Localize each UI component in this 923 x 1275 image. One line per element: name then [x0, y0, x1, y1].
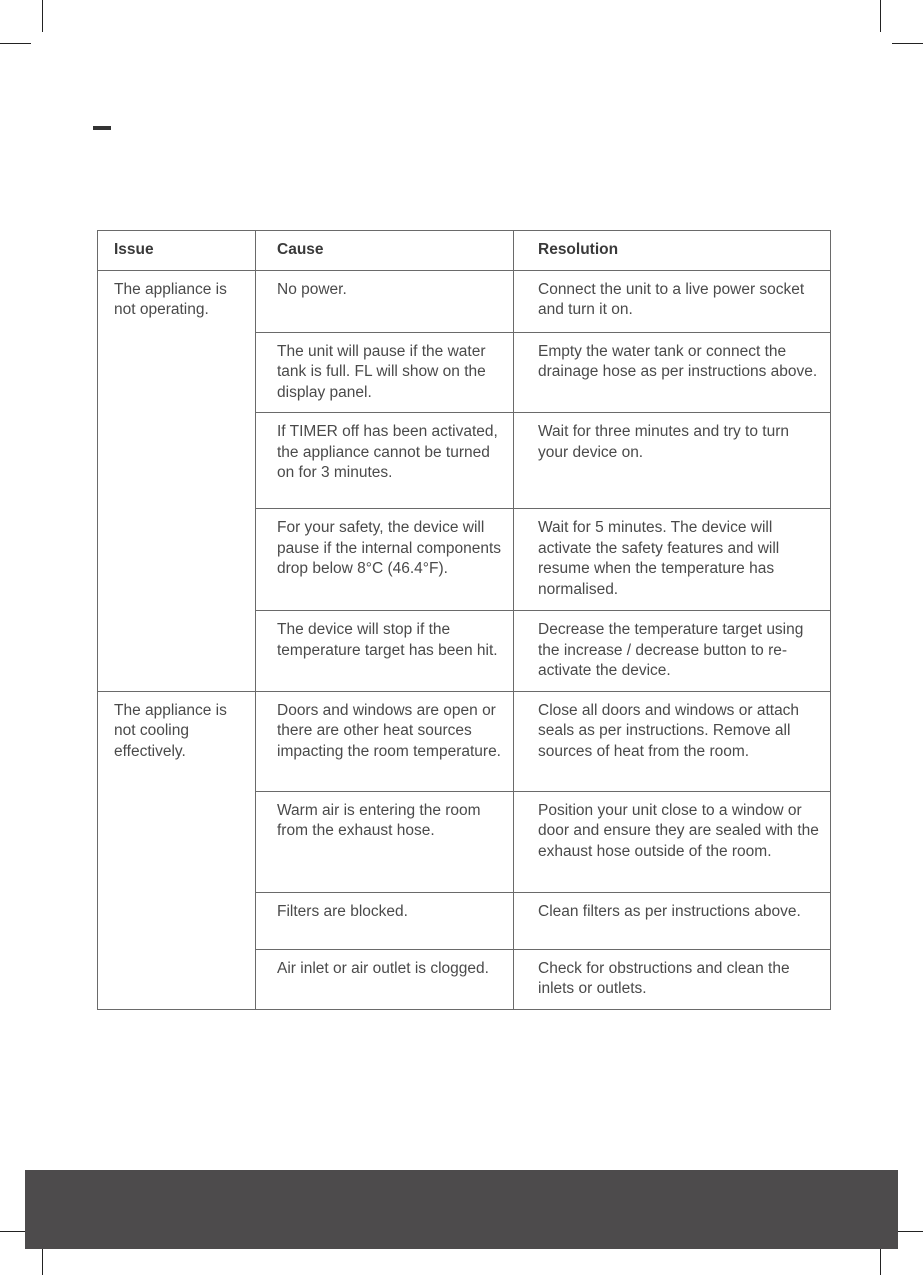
- cause-cell: Warm air is entering the room from the exhaust hose.: [256, 791, 514, 892]
- header-cause: Cause: [256, 231, 514, 271]
- cause-cell: The unit will pause if the water tank is full. FL will show on the display panel.: [256, 332, 514, 413]
- cause-cell: Air inlet or air outlet is clogged.: [256, 949, 514, 1009]
- resolution-cell: Position your unit close to a window or door and ensure they are sealed with the exhaust hose outside of the room.: [514, 791, 831, 892]
- cause-cell: Filters are blocked.: [256, 892, 514, 949]
- resolution-cell: Empty the water tank or connect the drainage hose as per instructions above.: [514, 332, 831, 413]
- crop-mark-top-right-horizontal: [892, 43, 923, 44]
- heading-dash: [93, 126, 111, 130]
- table-row: [98, 691, 831, 791]
- resolution-cell: Wait for three minutes and try to turn your device on.: [514, 413, 831, 509]
- cause-cell: For your safety, the device will pause if the internal components drop below 8°C (46.4°F).: [256, 509, 514, 611]
- header-issue: Issue: [98, 231, 256, 271]
- resolution-cell: Clean filters as per instructions above.: [514, 892, 831, 949]
- resolution-cell: Decrease the temperature target using the increase / decrease button to re-activate the device.: [514, 611, 831, 692]
- resolution-cell: Connect the unit to a live power socket and turn it on.: [514, 270, 831, 332]
- issue-cell: The appliance is not operating.: [98, 270, 256, 691]
- cause-cell: Doors and windows are open or there are other heat sources impacting the room temperature.: [256, 691, 514, 791]
- troubleshooting-table: [97, 230, 831, 1010]
- table-header-row: [98, 231, 831, 271]
- crop-mark-top-right-vertical: [880, 0, 881, 32]
- header-resolution: Resolution: [514, 231, 831, 271]
- resolution-cell: Wait for 5 minutes. The device will activate the safety features and will resume when the temperature has normalised.: [514, 509, 831, 611]
- crop-mark-top-left-vertical: [42, 0, 43, 32]
- cause-cell: No power.: [256, 270, 514, 332]
- footer-bar: [25, 1170, 898, 1249]
- cause-cell: The device will stop if the temperature target has been hit.: [256, 611, 514, 692]
- resolution-cell: Check for obstructions and clean the inlets or outlets.: [514, 949, 831, 1009]
- resolution-cell: Close all doors and windows or attach seals as per instructions. Remove all sources of heat from the room.: [514, 691, 831, 791]
- crop-mark-top-left-horizontal: [0, 43, 31, 44]
- table-row: [98, 270, 831, 332]
- issue-cell: The appliance is not cooling effectively.: [98, 691, 256, 1009]
- cause-cell: If TIMER off has been activated, the appliance cannot be turned on for 3 minutes.: [256, 413, 514, 509]
